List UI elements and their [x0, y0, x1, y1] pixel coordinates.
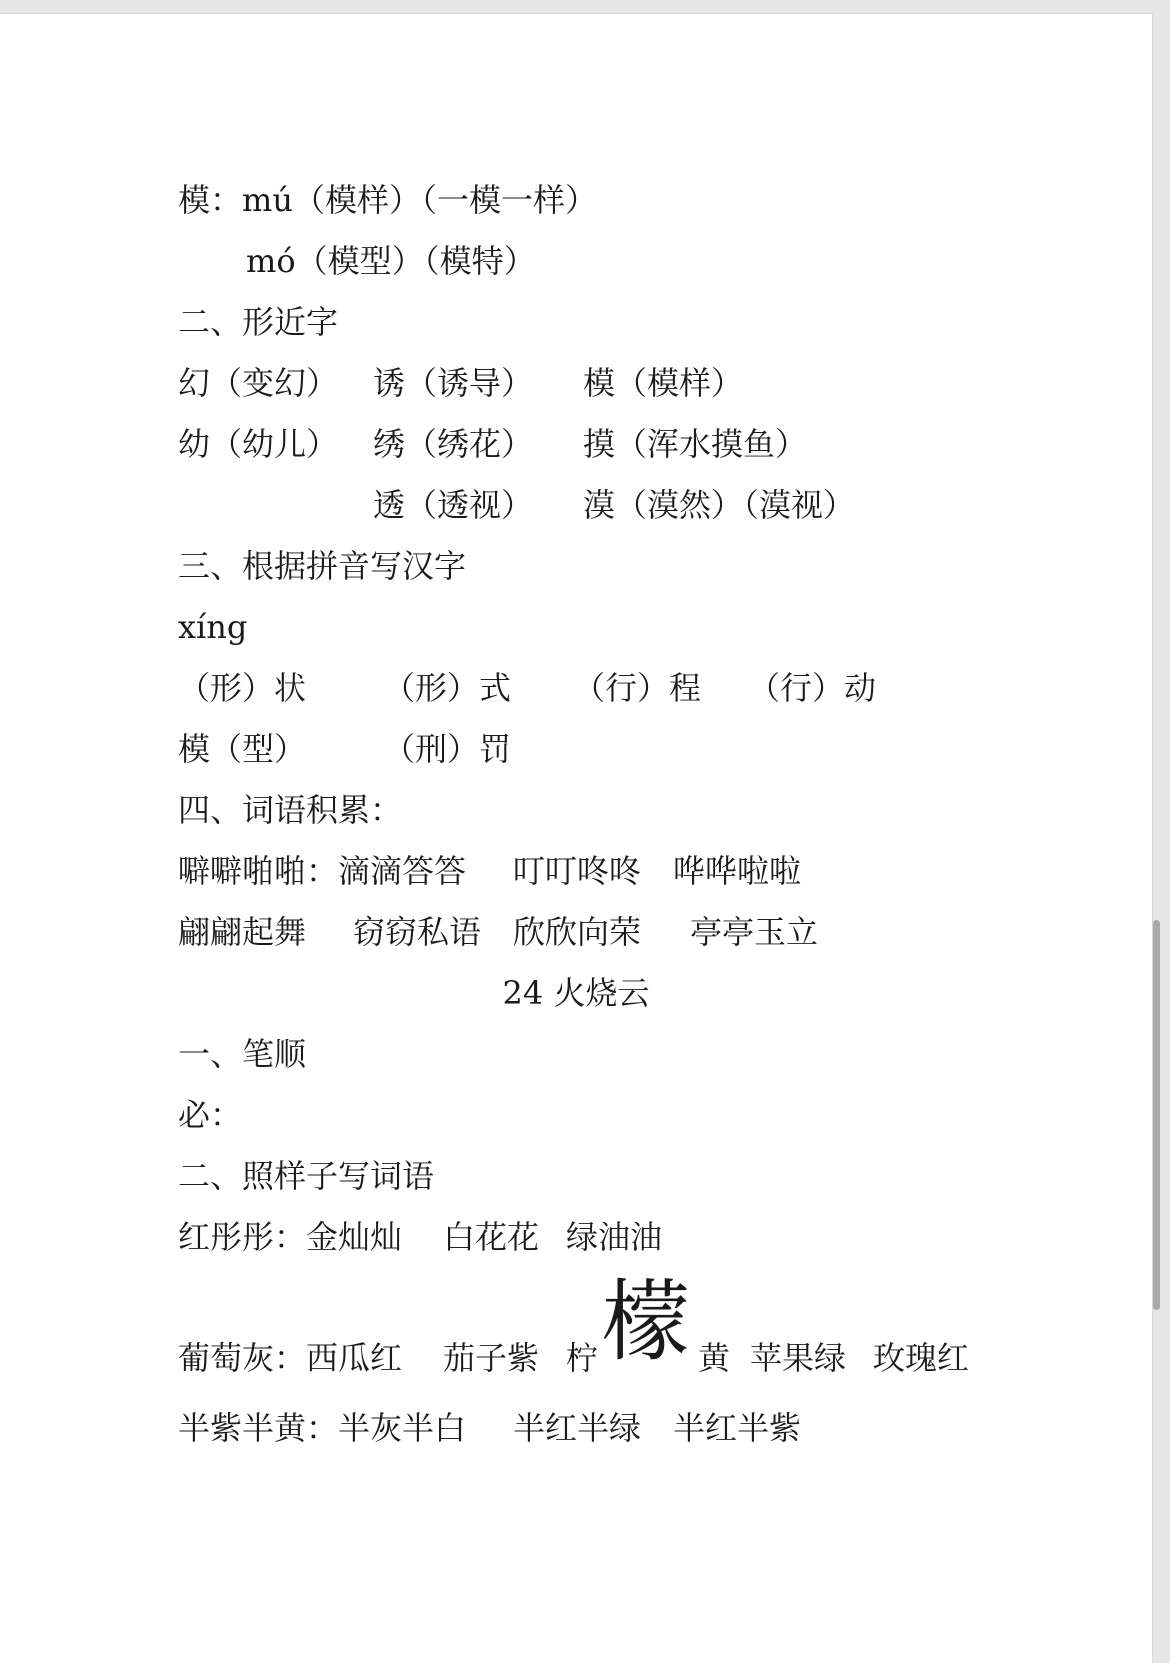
word: 透（透视）: [373, 486, 534, 524]
word: 黄: [698, 1339, 731, 1377]
word: 绿油油: [566, 1218, 663, 1256]
heading-write-words: [178, 1154, 434, 1198]
vocabulary-row-1: [178, 849, 978, 893]
word: （形）状: [178, 669, 307, 707]
word: 白花花: [443, 1218, 540, 1256]
word: 诱（诱导）: [373, 364, 534, 402]
word: （形）式: [383, 669, 512, 707]
word: 玫瑰红: [873, 1339, 970, 1377]
pinyin-answers-row-1: [178, 666, 978, 710]
word: 葡萄灰：西瓜红: [178, 1339, 403, 1377]
oversized-character-meng: 檬: [602, 1270, 691, 1373]
example-row-3: [178, 1406, 978, 1450]
word: 幼（幼儿）: [178, 425, 339, 463]
similar-row-2: [178, 422, 978, 466]
text: 模：mú（模样）（一模一样）: [178, 181, 597, 219]
example-row-2: [178, 1336, 978, 1380]
line-mo-pronunciation-mo: [246, 239, 536, 283]
word: 苹果绿: [750, 1339, 847, 1377]
word: 亭亭玉立: [690, 913, 819, 951]
document-page: [0, 14, 1152, 1663]
pinyin-text: xíng: [178, 608, 248, 646]
example-row-1: [178, 1215, 978, 1259]
pinyin-answers-row-2: [178, 727, 978, 771]
word: 欣欣向荣: [513, 913, 642, 951]
word: 窃窃私语: [353, 913, 482, 951]
word: 漠（漠然）（漠视）: [583, 486, 856, 524]
similar-row-1: [178, 361, 978, 405]
word: 哗哗啦啦: [673, 852, 802, 890]
word: 茄子紫: [443, 1339, 540, 1377]
heading-text: 一、笔顺: [178, 1035, 307, 1073]
text: mó（模型）（模特）: [246, 242, 536, 280]
word: 模（模样）: [583, 364, 744, 402]
lesson-title: [0, 971, 1152, 1015]
heading-pinyin-to-characters: [178, 544, 466, 588]
title-text: 24 火烧云: [502, 974, 650, 1012]
stroke-order-bi: [178, 1093, 242, 1137]
vocabulary-row-2: [178, 910, 978, 954]
word: （刑）罚: [383, 730, 512, 768]
line-mo-pronunciation-mu: [178, 178, 597, 222]
word: 摸（浑水摸鱼）: [583, 425, 808, 463]
word: 幻（变幻）: [178, 364, 339, 402]
word: 柠: [566, 1339, 599, 1377]
heading-vocabulary: [178, 788, 402, 832]
similar-row-3: [178, 483, 978, 527]
heading-stroke-order: [178, 1032, 306, 1076]
pinyin-xing: [178, 605, 247, 649]
vertical-scrollbar[interactable]: [1153, 920, 1160, 1310]
word: 噼噼啪啪：滴滴答答: [178, 852, 467, 890]
heading-text: 三、根据拼音写汉字: [178, 547, 467, 585]
word: 红彤彤：金灿灿: [178, 1218, 403, 1256]
text: 必：: [178, 1096, 243, 1134]
word: （行）程: [573, 669, 702, 707]
word: 模（型）: [178, 730, 307, 768]
heading-text: 二、照样子写词语: [178, 1157, 435, 1195]
word: （行）动: [748, 669, 877, 707]
word: 半紫半黄：半灰半白: [178, 1409, 467, 1447]
heading-text: 四、词语积累：: [178, 791, 403, 829]
word: 绣（绣花）: [373, 425, 534, 463]
heading-similar-characters: [178, 300, 338, 344]
word: 半红半绿: [513, 1409, 642, 1447]
heading-text: 二、形近字: [178, 303, 339, 341]
word: 叮叮咚咚: [513, 852, 642, 890]
word: 翩翩起舞: [178, 913, 307, 951]
word: 半红半紫: [673, 1409, 802, 1447]
